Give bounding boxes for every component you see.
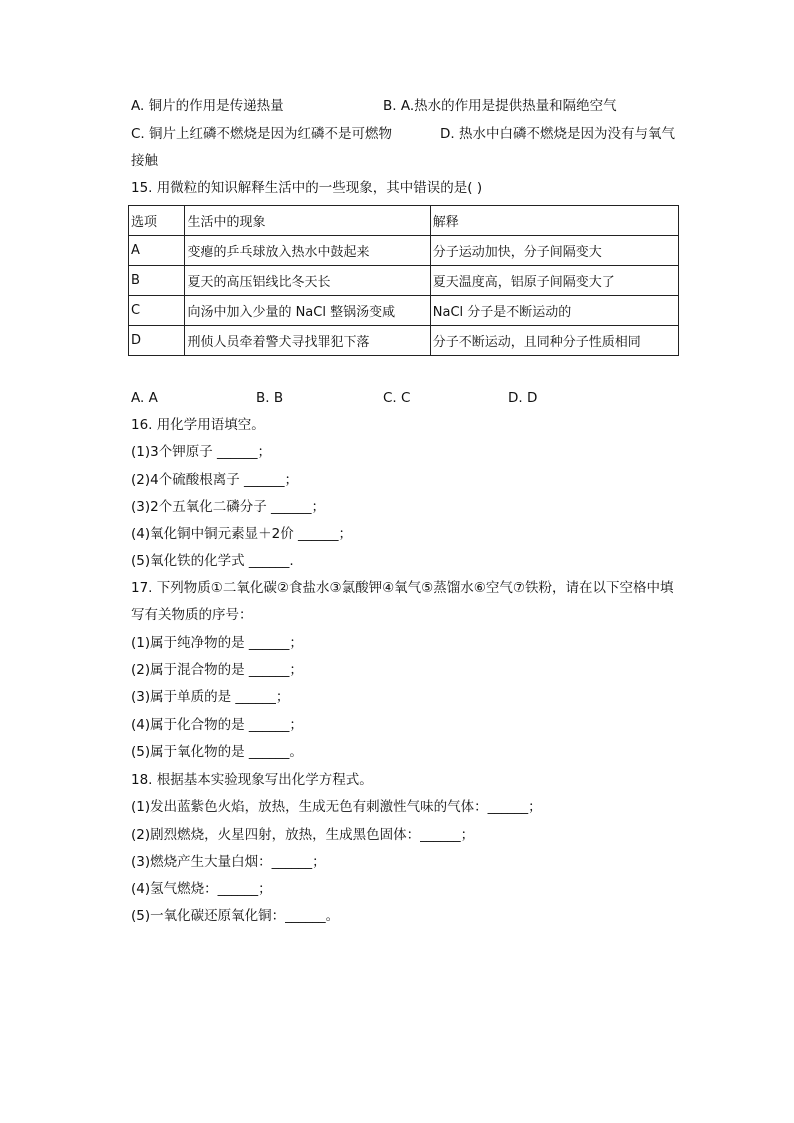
q16-item-1: (1)3个钾原子 ______； [131,444,272,460]
table-cell: A [129,236,185,266]
table-cell: 分子运动加快，分子间隔变大 [430,236,678,266]
q14-option-c: C. 铜片上红磷不燃烧是因为红磷不是可燃物 [131,126,393,142]
table-header-cell: 选项 [129,206,185,236]
table-cell: 向汤中加入少量的 NaCl 整锅汤变咸 [185,296,430,326]
q15-option-a: A. A [131,390,158,406]
q15-option-c: C. C [383,390,411,406]
q17-item-2: (2)属于混合物的是 ______； [131,662,303,678]
table-cell: C [129,296,185,326]
table-cell: 分子不断运动，且同种分子性质相同 [430,326,678,356]
q17-item-1: (1)属于纯净物的是 ______； [131,635,303,651]
q18-item-1: (1)发出蓝紫色火焰，放热，生成无色有刺激性气味的气体：______； [131,799,542,815]
table-cell: D [129,326,185,356]
table-header-row [129,206,679,236]
q17-item-5: (5)属于氧化物的是 ______。 [131,744,303,760]
table-row [129,296,679,326]
q16-item-2: (2)4个硫酸根离子 ______； [131,472,299,488]
table-header-cell: 生活中的现象 [185,206,430,236]
q17-item-3: (3)属于单质的是 ______； [131,689,290,705]
table-cell: 夏天的高压铝线比冬天长 [185,266,430,296]
q15-option-b: B. B [256,390,284,406]
q16-item-4: (4)氧化铜中铜元素显＋2价 ______； [131,526,353,542]
q14-option-d: D. 热水中白磷不燃烧是因为没有与氧气 [440,126,675,142]
table-row [129,266,679,296]
q15-option-d: D. D [508,390,538,406]
q18-item-5: (5)一氧化碳还原氧化铜：______。 [131,908,340,924]
q18-item-4: (4)氢气燃烧：______； [131,881,272,897]
q14-option-a: A. 铜片的作用是传递热量 [131,98,284,114]
table-row [129,326,679,356]
table-row [129,236,679,266]
q18-item-2: (2)剧烈燃烧，火星四射，放热，生成黑色固体：______； [131,827,475,843]
table-cell: 夏天温度高，铝原子间隔变大了 [430,266,678,296]
q18-stem: 18. 根据基本实验现象写出化学方程式。 [131,772,373,788]
q15-table [128,205,679,356]
q17-stem-line2: 写有关物质的序号： [131,607,253,623]
q16-item-3: (3)2个五氧化二磷分子 ______； [131,499,326,515]
q14-option-b: B. A.热水的作用是提供热量和隔绝空气 [383,98,617,114]
q15-stem: 15. 用微粒的知识解释生活中的一些现象，其中错误的是( ) [131,180,483,196]
table-header-cell: 解释 [430,206,678,236]
table-cell: B [129,266,185,296]
table-cell: 变瘪的乒乓球放入热水中鼓起来 [185,236,430,266]
q14-option-d-continued: 接触 [131,153,158,169]
table-cell: 刑侦人员牵着警犬寻找罪犯下落 [185,326,430,356]
q17-item-4: (4)属于化合物的是 ______； [131,717,303,733]
q17-stem-line1: 17. 下列物质①二氧化碳②食盐水③氯酸钾④氧气⑤蒸馏水⑥空气⑦铁粉，请在以下空格中填 [131,580,674,596]
q16-item-5: (5)氧化铁的化学式 ______. [131,553,294,569]
q16-stem: 16. 用化学用语填空。 [131,417,265,433]
table-cell: NaCl 分子是不断运动的 [430,296,678,326]
q18-item-3: (3)燃烧产生大量白烟：______； [131,854,326,870]
